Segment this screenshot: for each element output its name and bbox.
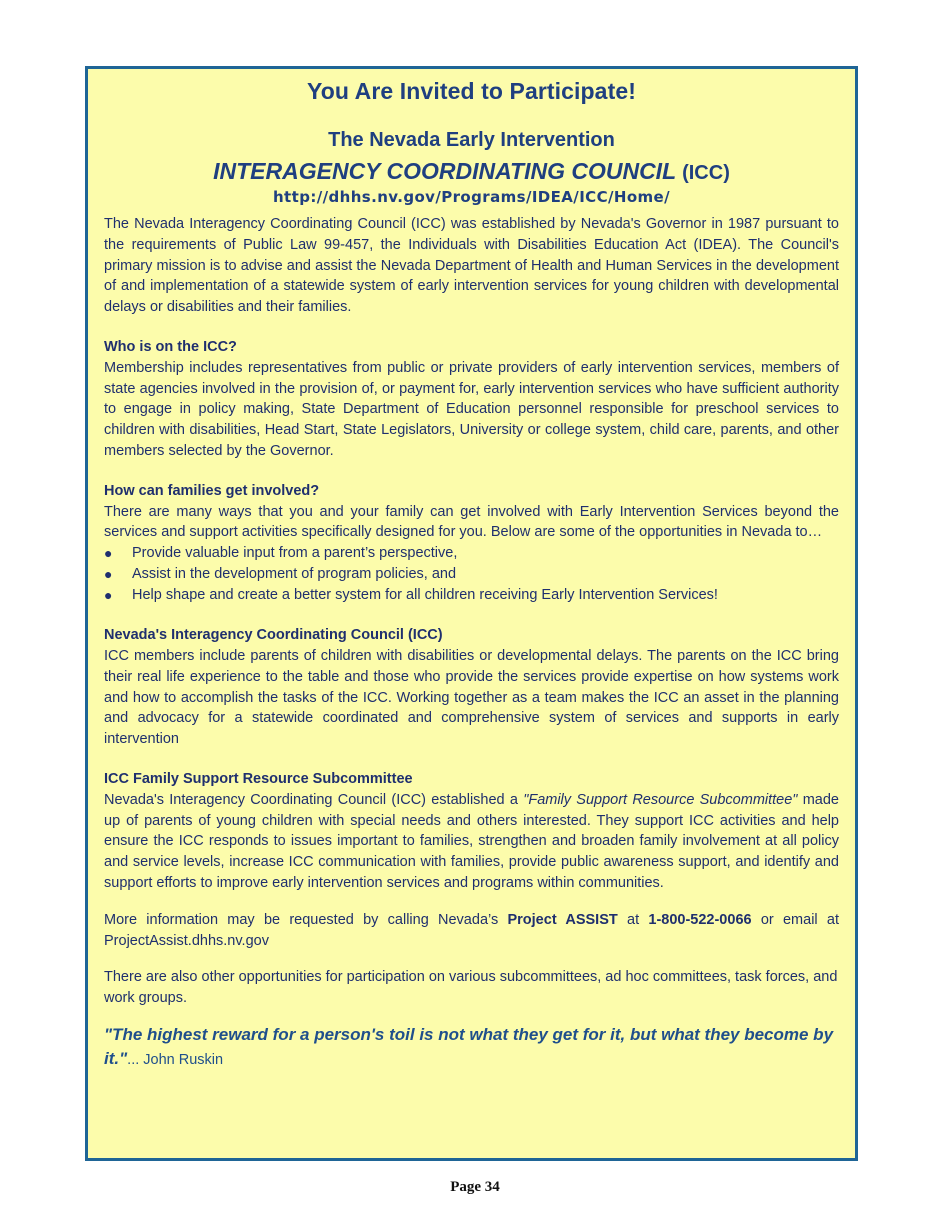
- who-heading: Who is on the ICC?: [104, 338, 237, 355]
- invitation-panel: [85, 66, 858, 1161]
- who-paragraph: Membership includes representatives from public or private providers of early intervention services, members of state agencies involved in the provision of, or payment for, early intervention services who have sufficient authority to engage in policy making, State Department of Education personnel responsible for preschool services to children with disabilities, Head Start, State Legislators, University or college system, child care, parents, and other members selected by the Governor.: [104, 359, 839, 459]
- quote-author: ... John Ruskin: [127, 1051, 224, 1068]
- bullet-text: Provide valuable input from a parent’s perspective,: [132, 545, 458, 562]
- page-title: You Are Invited to Participate!: [307, 78, 636, 104]
- program-subtitle: The Nevada Early Intervention: [328, 129, 615, 151]
- project-assist-name: Project ASSIST: [507, 911, 618, 928]
- nevada-icc-heading: Nevada's Interagency Coordinating Council (ICC): [104, 627, 443, 644]
- intro-paragraph: The Nevada Interagency Coordinating Council (ICC) was established by Nevada's Governor in 1987 pursuant to the requirements of Public Law 99-457, the Individuals with Disabilities Education Act (IDEA). The Council's primary mission is to advise and assist the Nevada Department of Health and Human Services in the development of and implementation of a statewide system of early intervention services for young children with developmental delays or disabilities and their families.: [104, 216, 839, 316]
- subcommittee-heading: ICC Family Support Resource Subcommittee: [104, 770, 413, 787]
- subcommittee-text-end: made up of parents of young children with special needs and others interested. They support ICC activities and help ensure the ICC responds to issues important to families, strengthen and broaden family involvement at all policy and service levels, increase ICC communication with families, provide public awareness support, and identify and support efforts to improve early intervention services and programs within communities.: [104, 791, 839, 891]
- contact-text-mid: at: [617, 911, 649, 928]
- council-abbr: (ICC): [682, 162, 730, 184]
- other-opportunities-paragraph: There are also other opportunities for participation on various subcommittees, ad hoc committees, task forces, and work groups.: [104, 969, 838, 1007]
- bullet-text: Help shape and create a better system for all children receiving Early Intervention Services!: [132, 587, 718, 604]
- council-name-text: INTERAGENCY COORDINATING COUNCIL: [213, 158, 676, 184]
- phone-number: 1-800-522-0066: [648, 911, 752, 928]
- families-paragraph: There are many ways that you and your family can get involved with Early Intervention Services beyond the services and support activities specifically designed for you. Below are some of the opportunities in Nevada to…: [104, 503, 839, 541]
- list-item: [104, 543, 839, 564]
- families-heading: How can families get involved?: [104, 482, 320, 499]
- subcommittee-name: "Family Support Resource Subcommittee": [523, 791, 798, 808]
- page-number: Page 34: [450, 1179, 500, 1195]
- bullet-icon: ●: [104, 545, 113, 562]
- contact-paragraph: [104, 910, 839, 952]
- families-bullet-list: [104, 543, 839, 606]
- subcommittee-text-start: Nevada's Interagency Coordinating Council (ICC) established a: [104, 791, 524, 808]
- list-item: [104, 564, 839, 585]
- list-item: [104, 585, 839, 606]
- council-url-link[interactable]: http://dhhs.nv.gov/Programs/IDEA/ICC/Home/: [272, 188, 671, 206]
- nevada-icc-paragraph: ICC members include parents of children with disabilities or developmental delays. The parents on the ICC bring their real life experience to the table and those who provide the services provide expertise on how systems work and how to accomplish the tasks of the ICC. Working together as a team makes the ICC an asset in the planning and advocacy for a statewide coordinated and comprehensive system of services and supports in early intervention: [104, 647, 839, 748]
- bullet-icon: ●: [104, 587, 113, 604]
- contact-text-start: More information may be requested by calling Nevada’s: [104, 911, 508, 928]
- council-name: [104, 156, 839, 188]
- quote-text: "The highest reward for a person's toil is not what they get for it, but what they become by it.": [104, 1024, 834, 1068]
- subcommittee-paragraph: [104, 790, 839, 894]
- ruskin-quote: [104, 1023, 839, 1072]
- bullet-text: Assist in the development of program policies, and: [132, 566, 457, 583]
- bullet-icon: ●: [104, 566, 113, 583]
- contact-text-end: or email at ProjectAssist.dhhs.nv.gov: [104, 911, 839, 949]
- panel-content: [104, 69, 839, 1072]
